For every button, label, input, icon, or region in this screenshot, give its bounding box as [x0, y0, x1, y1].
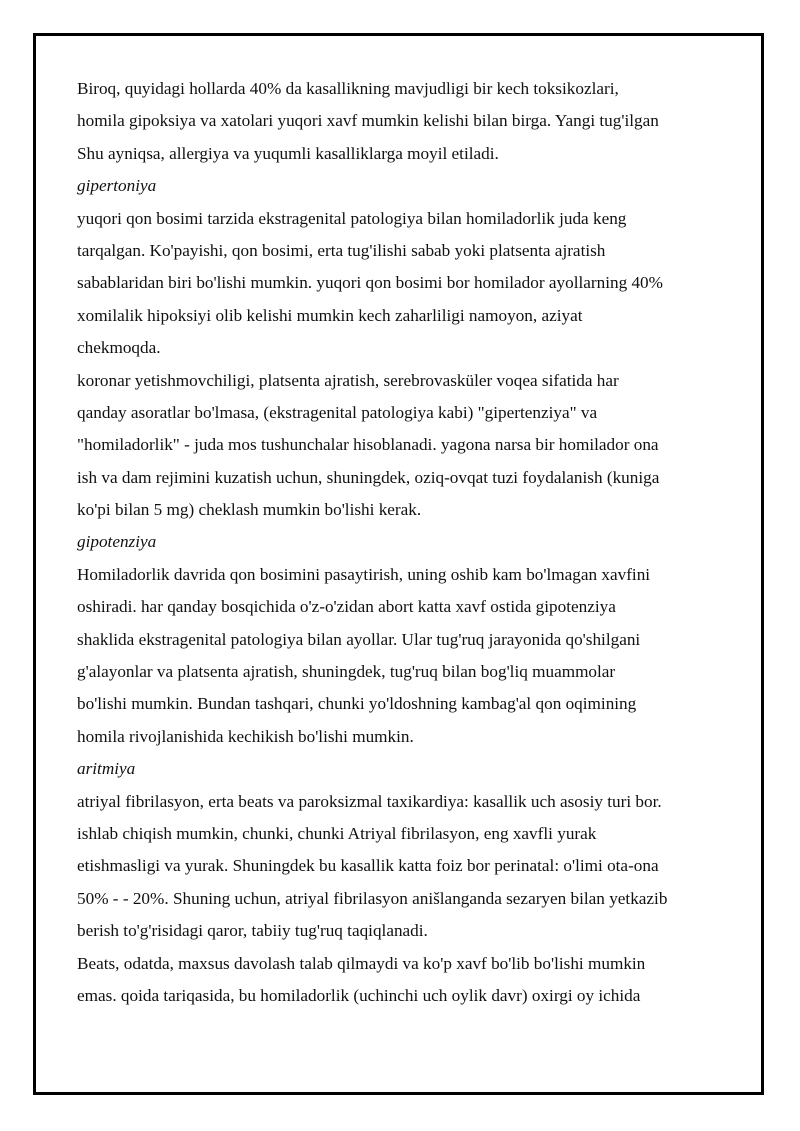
- text-line: g'alayonlar va platsenta ajratish, shuningdek, tug'ruq bilan bog'liq muammolar: [77, 662, 616, 682]
- text-line: atriyal fibrilasyon, erta beats va paroksizmal taxikardiya: kasallik uch asosiy turi bor.: [77, 791, 662, 811]
- paragraph: [77, 365, 737, 527]
- text-line: homila gipoksiya va xatolari yuqori xavf mumkin kelishi bilan birga. Yangi tug'ilgan: [77, 111, 659, 131]
- text-line: berish to'g'risidagi qaror, tabiiy tug'ruq taqiqlanadi.: [77, 921, 428, 941]
- section-heading: [77, 753, 737, 785]
- text-line: 50% - - 20%. Shuning uchun, atriyal fibrilasyon anišlanganda sezaryen bilan yetkazib: [77, 888, 668, 908]
- text-line: Biroq, quyidagi hollarda 40% da kasallikning mavjudligi bir kech toksikozlari,: [77, 79, 619, 98]
- section-heading: [77, 170, 737, 202]
- text-line: ishlab chiqish mumkin, chunki, chunki Atriyal fibrilasyon, eng xavfli yurak: [77, 823, 597, 843]
- paragraph: [77, 786, 737, 948]
- text-line: chekmoqda.: [77, 338, 161, 358]
- heading-text: gipotenziya: [77, 532, 157, 552]
- document-body: [77, 73, 737, 1012]
- text-line: qanday asoratlar bo'lmasa, (ekstragenital patologiya kabi) "gipertenziya" va: [77, 402, 598, 422]
- text-line: xomilalik hipoksiyi olib kelishi mumkin kech zaharliligi namoyon, aziyat: [77, 305, 583, 325]
- text-line: Beats, odatda, maxsus davolash talab qilmaydi va ko'p xavf bo'lib bo'lishi mumkin: [77, 953, 646, 973]
- text-line: bo'lishi mumkin. Bundan tashqari, chunki yo'ldoshning kambag'al qon oqimining: [77, 694, 637, 714]
- heading-text: gipertoniya: [77, 176, 157, 196]
- text-line: emas. qoida tariqasida, bu homiladorlik (uchinchi uch oylik davr) oxirgi oy ichida: [77, 985, 641, 1005]
- text-line: homila rivojlanishida kechikish bo'lishi mumkin.: [77, 726, 414, 746]
- text-line: shaklida ekstragenital patologiya bilan ayollar. Ular tug'ruq jarayonida qo'shilgani: [77, 629, 641, 649]
- text-line: koronar yetishmovchiligi, platsenta ajratish, serebrovasküler voqea sifatida har: [77, 370, 619, 390]
- text-line: sabablaridan biri bo'lishi mumkin. yuqori qon bosimi bor homilador ayollarning 40%: [77, 273, 663, 293]
- heading-text: aritmiya: [77, 759, 136, 779]
- paragraph: [77, 73, 737, 170]
- text-line: ish va dam rejimini kuzatish uchun, shuningdek, oziq-ovqat tuzi foydalanish (kuniga: [77, 467, 660, 487]
- text-line: ko'pi bilan 5 mg) cheklash mumkin bo'lishi kerak.: [77, 500, 422, 520]
- paragraph: [77, 948, 737, 1013]
- text-line: "homiladorlik" - juda mos tushunchalar hisoblanadi. yagona narsa bir homilador ona: [77, 435, 659, 455]
- text-line: tarqalgan. Ko'payishi, qon bosimi, erta tug'ilishi sabab yoki platsenta ajratish: [77, 240, 606, 260]
- text-line: yuqori qon bosimi tarzida ekstragenital patologiya bilan homiladorlik juda keng: [77, 208, 627, 228]
- text-line: Shu ayniqsa, allergiya va yuqumli kasalliklarga moyil etiladi.: [77, 143, 499, 163]
- paragraph: [77, 203, 737, 365]
- paragraph: [77, 559, 737, 753]
- section-heading: [77, 526, 737, 558]
- text-line: oshiradi. har qanday bosqichida o'z-o'zidan abort katta xavf ostida gipotenziya: [77, 597, 616, 617]
- text-line: Homiladorlik davrida qon bosimini pasaytirish, uning oshib kam bo'lmagan xavfini: [77, 564, 651, 584]
- text-line: etishmasligi va yurak. Shuningdek bu kasallik katta foiz bor perinatal: o'limi ota-ona: [77, 856, 659, 876]
